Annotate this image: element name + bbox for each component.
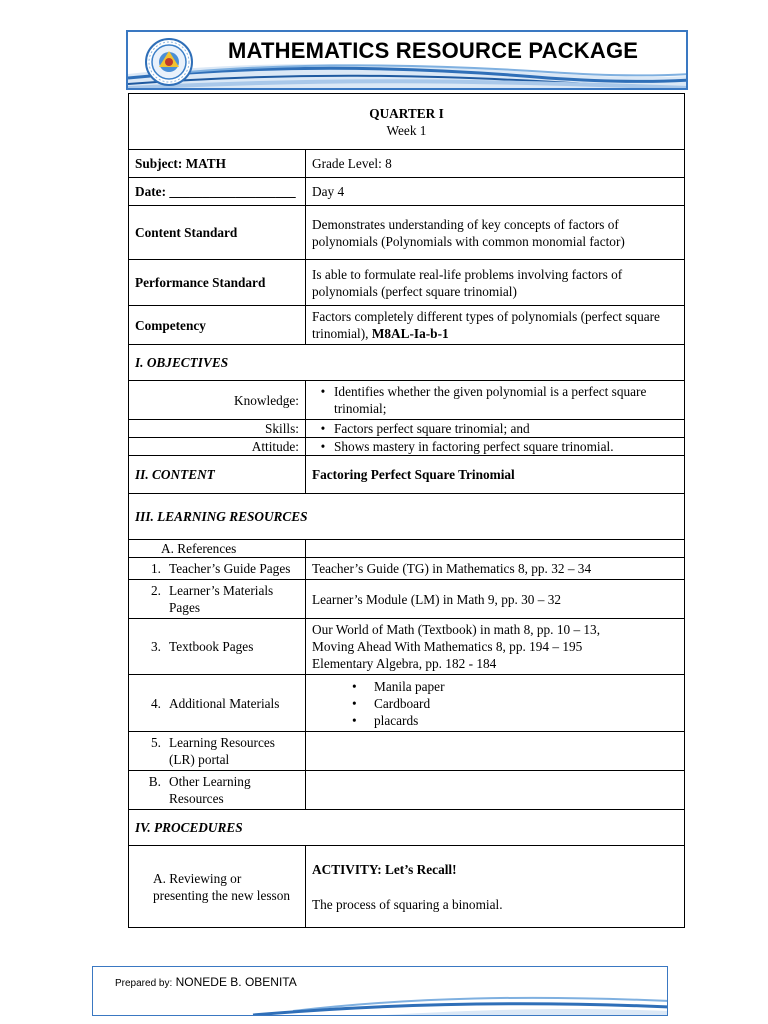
content-text: Factoring Perfect Square Trinomial [306,456,685,494]
competency-label: Competency [129,306,306,345]
author-name: NONEDE B. OBENITA [175,975,297,989]
resource-num-5: 5. [151,735,161,750]
lesson-plan-table [128,93,685,928]
bullet-icon: • [352,712,357,728]
references-label: A. References [129,540,306,558]
bullet-icon: • [320,439,326,454]
bullet-icon: • [320,384,326,399]
knowledge-label: Knowledge: [129,381,306,420]
resource-value-3 [306,619,685,675]
attitude-row [129,438,685,456]
content-row [129,456,685,494]
resource-num-1: 1. [151,561,161,576]
knowledge-text: Identifies whether the given polynomial is a perfect square trinomial; [334,384,647,416]
textbook-line-1: Our World of Math (Textbook) in math 8, pp. 10 – 13, [312,622,601,637]
procedure-a-label: A. Reviewing or presenting the new lesson [129,846,306,928]
resource-label-cell-4 [129,675,306,732]
procedures-heading: IV. PROCEDURES [129,810,685,846]
performance-standard-row [129,260,685,306]
resource-num-3: 3. [151,639,161,654]
skills-row [129,420,685,438]
other-resources-label: Other Learning Resources [169,774,251,806]
skills-label: Skills: [129,420,306,438]
quarter-label: QUARTER I [369,105,444,121]
textbook-line-2: Moving Ahead With Mathematics 8, pp. 194 – 195 [312,639,583,654]
competency-code: M8AL-Ia-b-1 [371,326,449,341]
learning-resources-heading-row [129,494,685,540]
resource-num-2: 2. [151,583,161,598]
procedures-heading-row [129,810,685,846]
other-resources-num: B. [148,774,161,789]
skills-text: Factors perfect square trinomial; and [334,421,530,436]
school-seal-icon [144,37,194,87]
prepared-label: Prepared by: [115,978,173,989]
competency-row [129,306,685,345]
material-item: placards [374,712,419,728]
resource-label-3: Textbook Pages [169,639,254,654]
resource-value-1: Teacher’s Guide (TG) in Mathematics 8, pp. 32 – 34 [306,558,685,580]
attitude-cell [306,438,685,456]
resource-label-1: Teacher’s Guide Pages [169,561,291,576]
objectives-heading-row [129,345,685,381]
date-cell: Date: ___________________ [129,178,306,206]
attitude-label: Attitude: [129,438,306,456]
content-standard-row [129,206,685,260]
subject-cell: Subject: MATH [129,150,306,178]
date-row [129,178,685,206]
skills-cell [306,420,685,438]
content-standard-text: Demonstrates understanding of key concepts of factors of polynomials (Polynomials with common monomial factor) [306,206,685,260]
activity-title: ACTIVITY: Let’s Recall! [312,861,457,877]
resource-label-cell-2 [129,580,306,619]
learning-resources-heading: III. LEARNING RESOURCES [129,494,685,540]
performance-standard-label: Performance Standard [129,260,306,306]
resource-row-1 [129,558,685,580]
prepared-by [115,975,297,989]
resource-row-5 [129,732,685,771]
other-resources-value [306,771,685,810]
resource-label-cell-5 [129,732,306,771]
page-title: MATHEMATICS RESOURCE PACKAGE [228,38,639,63]
resource-value-5 [306,732,685,771]
grade-level-cell: Grade Level: 8 [306,150,685,178]
content-standard-label: Content Standard [129,206,306,260]
subject-row [129,150,685,178]
references-empty [306,540,685,558]
bullet-icon: • [320,421,326,436]
other-resources-row [129,771,685,810]
week-label: Week 1 [386,122,427,138]
resource-value-2: Learner’s Module (LM) in Math 9, pp. 30 – 32 [306,580,685,619]
material-item: Manila paper [374,678,445,694]
other-resources-cell [129,771,306,810]
competency-cell [306,306,685,345]
textbook-line-3: Elementary Algebra, pp. 182 - 184 [312,656,497,671]
content-heading: II. CONTENT [129,456,306,494]
procedure-a-row [129,846,685,928]
resource-row-3 [129,619,685,675]
resource-num-4: 4. [151,695,161,711]
knowledge-cell [306,381,685,420]
day-cell: Day 4 [306,178,685,206]
references-row [129,540,685,558]
resource-row-2 [129,580,685,619]
competency-text: Factors completely different types of polynomials (perfect square trinomial), [312,309,660,341]
bullet-icon: • [352,695,357,711]
procedure-a-cell [306,846,685,928]
header-banner [126,30,688,90]
resource-label-2: Learner’s Materials Pages [169,583,274,615]
attitude-text: Shows mastery in factoring perfect square trinomial. [334,439,614,454]
resource-row-4 [129,675,685,732]
resource-label-5: Learning Resources (LR) portal [169,735,275,767]
resource-label-cell-3 [129,619,306,675]
material-item: Cardboard [374,695,431,711]
quarter-cell [129,94,685,150]
performance-standard-text: Is able to formulate real-life problems involving factors of polynomials (perfect square trinomial) [306,260,685,306]
resource-label-4: Additional Materials [169,695,280,711]
knowledge-row [129,381,685,420]
objectives-heading: I. OBJECTIVES [129,345,685,381]
resource-value-4 [306,675,685,732]
quarter-row [129,94,685,150]
resource-label-cell-1 [129,558,306,580]
activity-text: The process of squaring a binomial. [312,896,503,912]
footer-banner [92,966,668,1016]
bullet-icon: • [352,678,357,694]
